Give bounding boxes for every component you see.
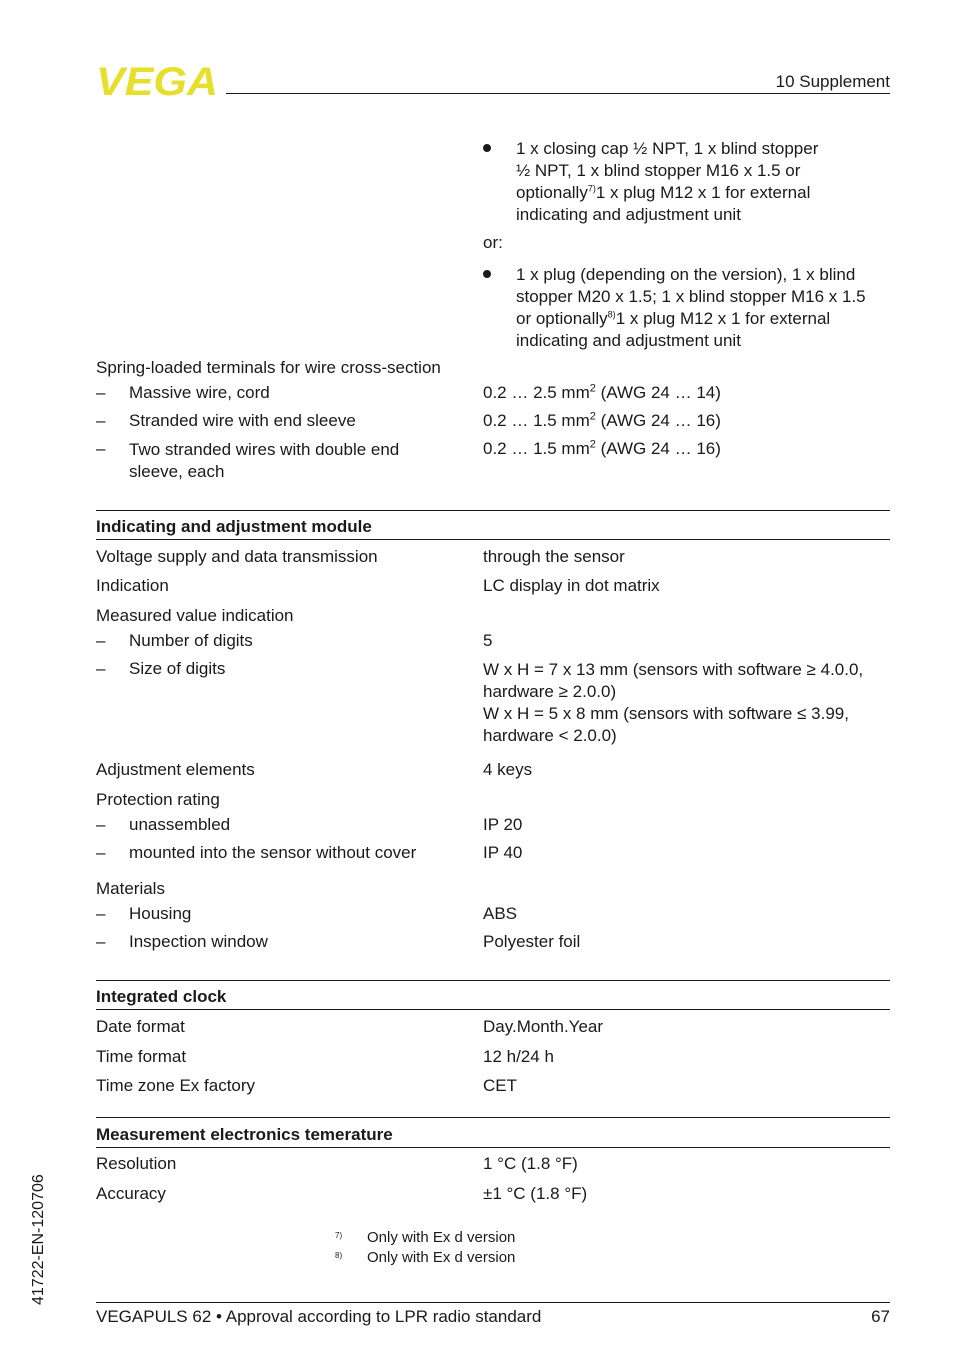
spec-value: 12 h/24 h: [483, 1047, 554, 1066]
spec-value: 5: [483, 631, 493, 650]
text-line: ½ NPT, 1 x blind stopper M16 x 1.5 or: [516, 161, 801, 180]
spec-label: unassembled: [129, 815, 231, 834]
terminal-row-value: [483, 411, 721, 431]
text-line: Two stranded wires with double end: [129, 440, 400, 459]
footnote-text: Only with Ex d version: [367, 1249, 516, 1266]
superscript: 2: [589, 410, 596, 423]
dash-marker: –: [96, 631, 106, 650]
bullet-dot: [483, 144, 491, 152]
spec-value: LC display in dot matrix: [483, 576, 660, 595]
dash-marker: –: [96, 659, 106, 678]
spec-label: Time format: [96, 1047, 187, 1066]
footnote-text: Only with Ex d version: [367, 1229, 516, 1246]
text-line: [516, 182, 818, 204]
spec-label: mounted into the sensor without cover: [129, 843, 417, 862]
spec-value: ABS: [483, 904, 518, 923]
dash-marker: –: [96, 411, 106, 430]
spec-value: through the sensor: [483, 547, 625, 566]
spec-label: Adjustment elements: [96, 760, 255, 779]
spec-label: Time zone Ex factory: [96, 1076, 256, 1095]
text-fragment: optionally: [516, 183, 588, 202]
terminal-row-label: [129, 439, 399, 483]
bullet-dot: [483, 270, 491, 278]
spec-label: Number of digits: [129, 631, 253, 650]
terminal-row-label: Stranded wire with end sleeve: [129, 411, 356, 430]
superscript: 2: [589, 438, 596, 451]
spec-label: Size of digits: [129, 659, 226, 678]
text-line: W x H = 7 x 13 mm (sensors with software ≥ 4.0.0,: [483, 660, 864, 679]
terminals-label: Spring-loaded terminals for wire cross-section: [96, 358, 441, 377]
spec-label: Indication: [96, 576, 169, 595]
terminal-row-value: [483, 439, 721, 459]
header-rule: [226, 93, 890, 94]
spec-label: Housing: [129, 904, 192, 923]
svg-text:VEGA: VEGA: [96, 64, 218, 98]
spec-label: Measured value indication: [96, 606, 294, 625]
cable-entry-option-1: [516, 138, 818, 226]
dash-marker: –: [96, 932, 106, 951]
vega-logo: [96, 64, 220, 98]
spec-value: IP 20: [483, 815, 523, 834]
text-fragment: 1 x plug M12 x 1 for external: [615, 309, 831, 328]
document-number: 41722-EN-120706: [30, 1174, 47, 1305]
spec-label: Accuracy: [96, 1184, 166, 1203]
text-line: [516, 308, 866, 330]
value-text: (AWG 24 … 16): [595, 411, 721, 430]
spec-value: ±1 °C (1.8 °F): [483, 1184, 588, 1203]
text-line: stopper M20 x 1.5; 1 x blind stopper M16 x 1.5: [516, 287, 866, 306]
spec-label: Voltage supply and data transmission: [96, 547, 378, 566]
footnote-ref: 7): [587, 183, 596, 194]
section-title-clock: Integrated clock: [96, 987, 227, 1006]
section-rule: [96, 1117, 890, 1118]
spec-value: 4 keys: [483, 760, 533, 779]
value-text: (AWG 24 … 16): [595, 439, 721, 458]
footer-title: VEGAPULS 62 • Approval according to LPR radio standard: [96, 1307, 542, 1326]
spec-label: Resolution: [96, 1154, 177, 1173]
text-line: indicating and adjustment unit: [516, 205, 741, 224]
value-text: 0.2 … 1.5 mm: [483, 439, 590, 458]
spec-value: 1 °C (1.8 °F): [483, 1154, 578, 1173]
terminal-row-value: [483, 383, 721, 403]
section-rule: [96, 980, 890, 981]
footnote-mark: 8): [335, 1251, 343, 1260]
spec-value: [483, 659, 863, 747]
dash-marker: –: [96, 439, 106, 458]
text-fragment: 1 x plug M12 x 1 for external: [595, 183, 811, 202]
spec-value: IP 40: [483, 843, 523, 862]
terminal-row-label: Massive wire, cord: [129, 383, 270, 402]
section-title-electronics: Measurement electronics temerature: [96, 1125, 393, 1144]
footnote-mark: 7): [335, 1231, 343, 1240]
dash-marker: –: [96, 815, 106, 834]
spec-label: Protection rating: [96, 790, 220, 809]
text-fragment: or optionally: [516, 309, 608, 328]
spec-label: Date format: [96, 1017, 185, 1036]
section-heading: 10 Supplement: [775, 72, 890, 91]
superscript: 2: [589, 382, 596, 395]
text-line: W x H = 5 x 8 mm (sensors with software ≤ 3.99,: [483, 704, 849, 723]
section-title-indicating: Indicating and adjustment module: [96, 517, 372, 536]
spec-label: Materials: [96, 879, 165, 898]
spec-value: CET: [483, 1076, 517, 1095]
value-text: 0.2 … 1.5 mm: [483, 411, 590, 430]
page-number: 67: [871, 1307, 890, 1326]
or-label: or:: [483, 233, 503, 252]
spec-value: Day.Month.Year: [483, 1017, 604, 1036]
cable-entry-option-2: [516, 264, 866, 352]
value-text: (AWG 24 … 14): [595, 383, 721, 402]
text-line: 1 x closing cap ½ NPT, 1 x blind stopper: [516, 139, 819, 158]
dash-marker: –: [96, 904, 106, 923]
text-line: hardware ≥ 2.0.0): [483, 682, 617, 701]
spec-label: Inspection window: [129, 932, 268, 951]
text-line: 1 x plug (depending on the version), 1 x blind: [516, 265, 856, 284]
footer-rule: [96, 1302, 890, 1303]
section-rule: [96, 1147, 890, 1148]
value-text: 0.2 … 2.5 mm: [483, 383, 590, 402]
section-rule: [96, 1009, 890, 1010]
spec-value: Polyester foil: [483, 932, 581, 951]
text-line: indicating and adjustment unit: [516, 331, 741, 350]
section-rule: [96, 539, 890, 540]
footnote-ref: 8): [607, 309, 616, 320]
section-rule: [96, 510, 890, 511]
text-line: hardware < 2.0.0): [483, 726, 617, 745]
dash-marker: –: [96, 383, 106, 402]
text-line: sleeve, each: [129, 462, 225, 481]
dash-marker: –: [96, 843, 106, 862]
